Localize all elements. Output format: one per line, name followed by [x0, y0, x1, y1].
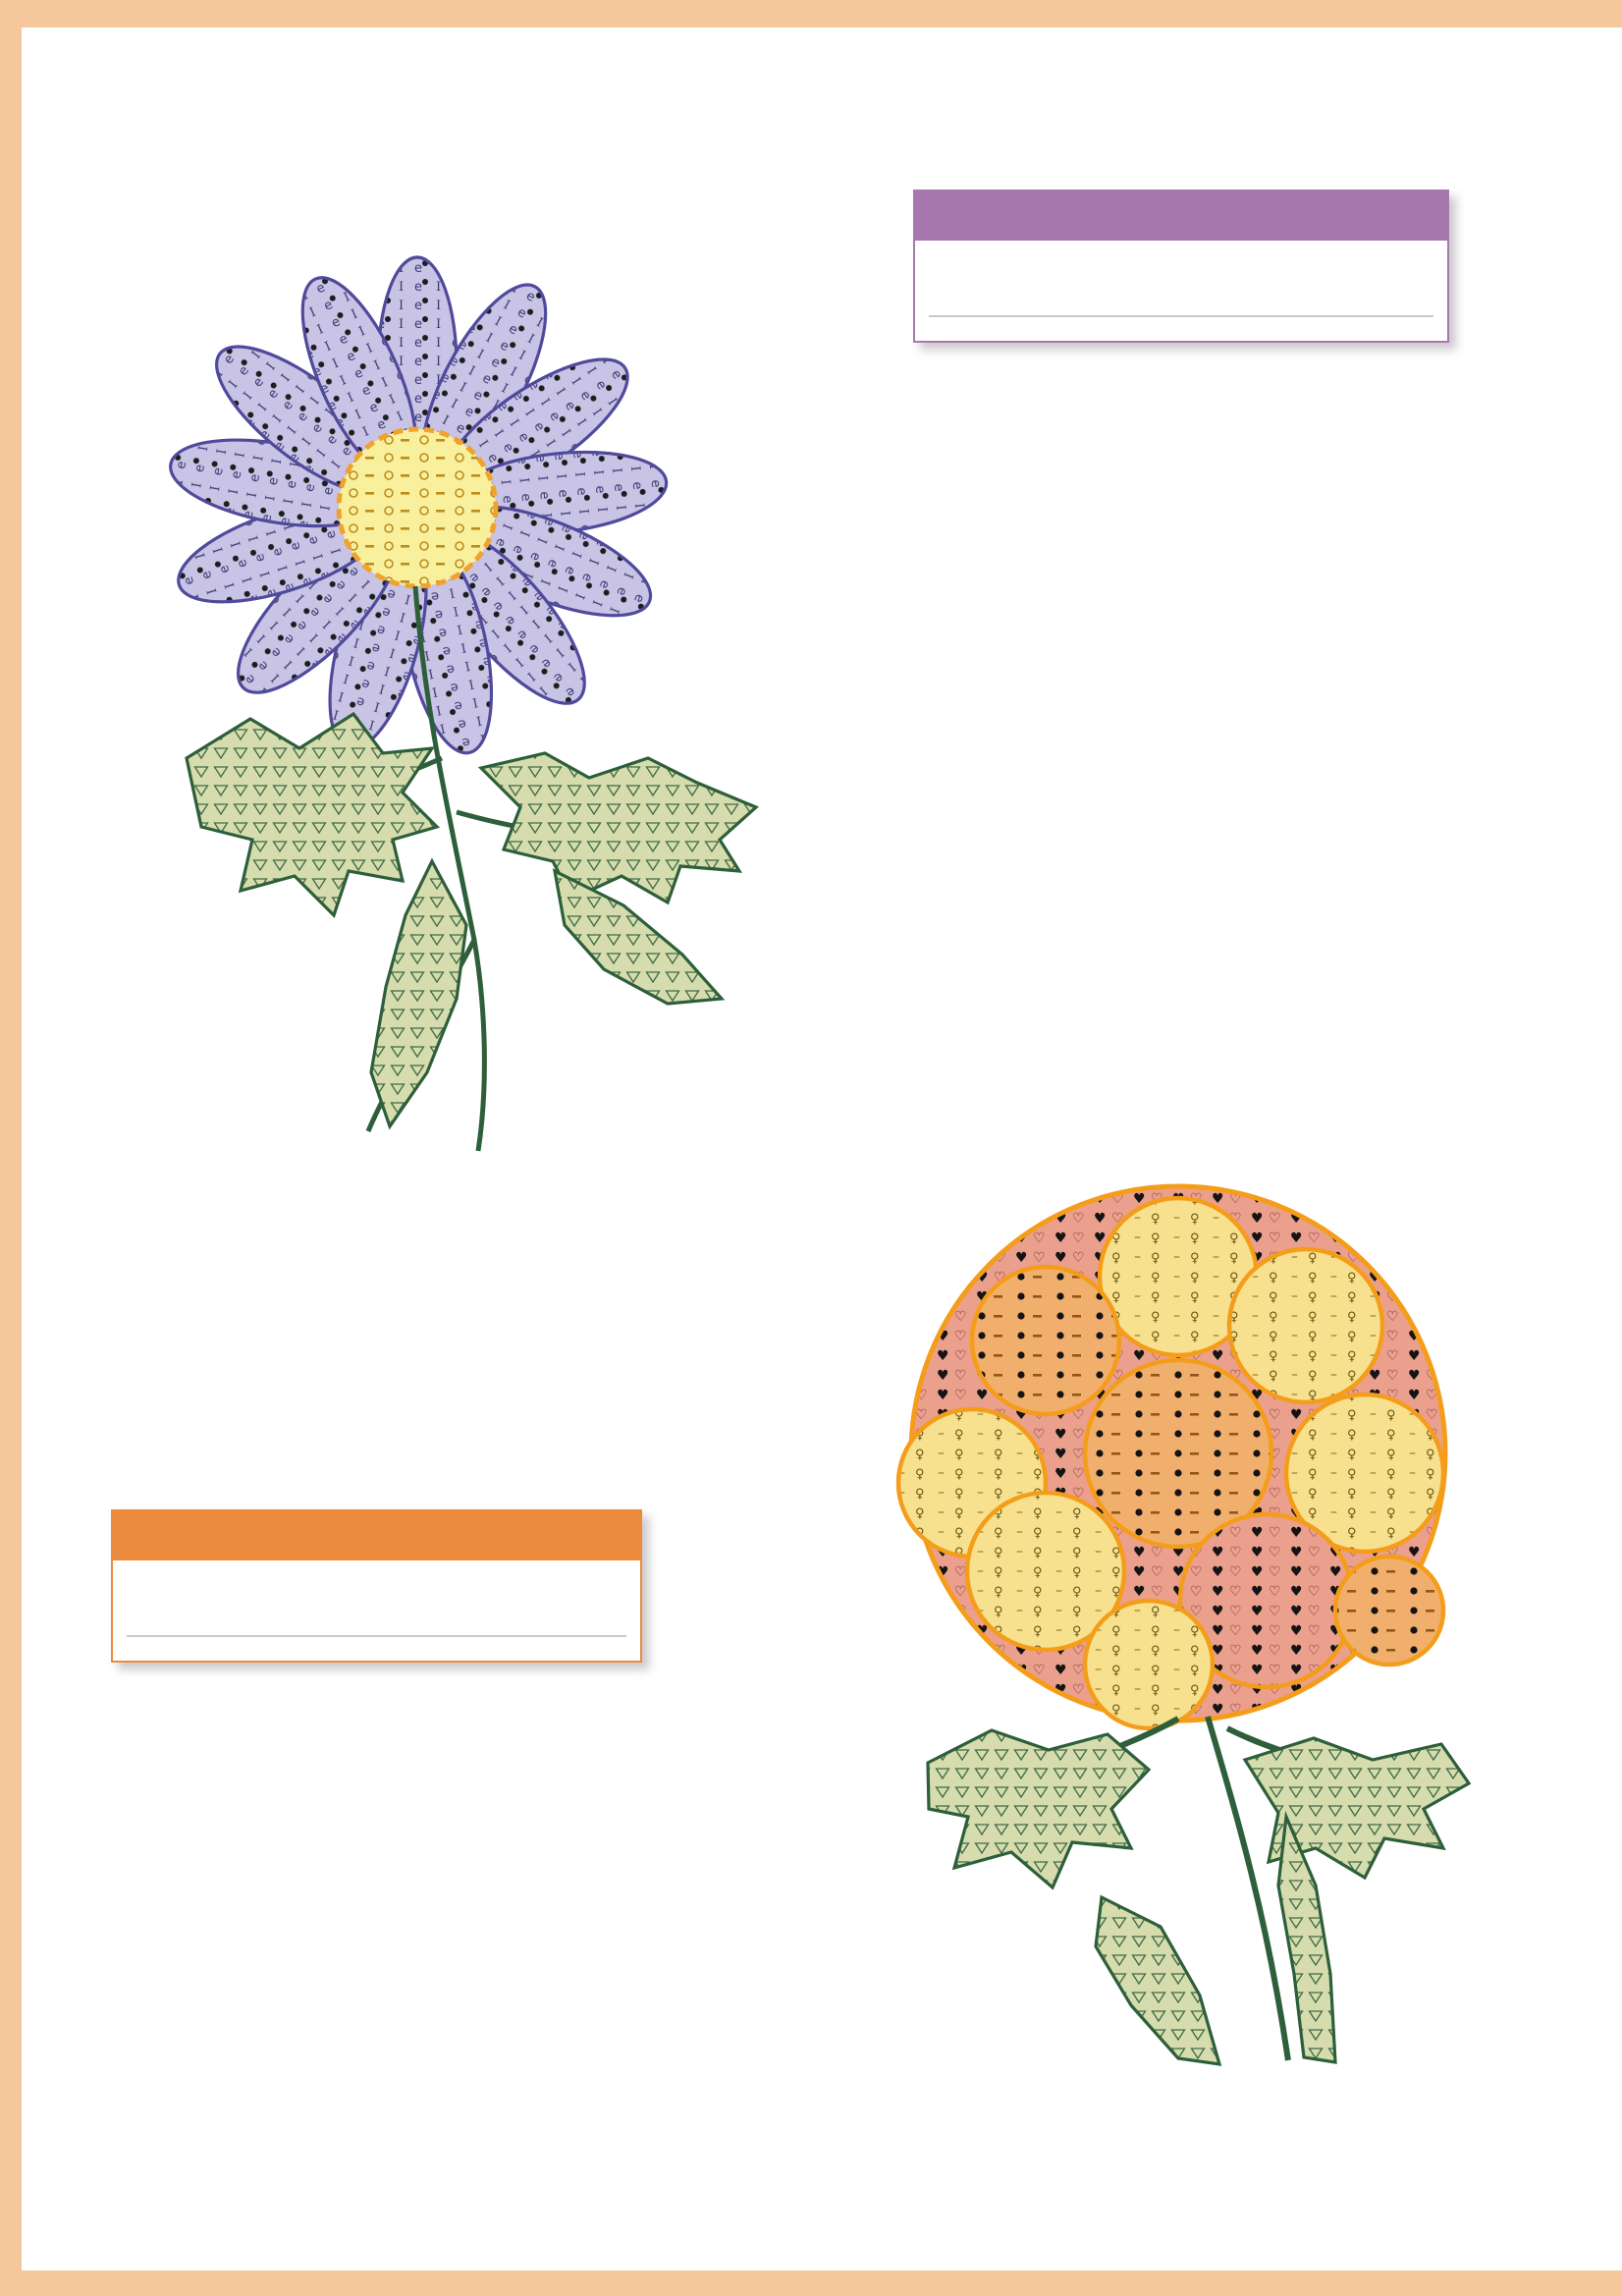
backstitch-one-section-label	[127, 1580, 626, 1596]
aster-key-note	[929, 315, 1433, 329]
backstitch-one-section-label	[929, 260, 1433, 276]
marigold-key	[111, 1509, 642, 1663]
aster-stems	[250, 586, 736, 1151]
aster-key	[913, 190, 1449, 343]
aster-petals	[164, 257, 671, 761]
marigold-key-stats	[127, 1612, 626, 1625]
aster-center	[339, 429, 496, 586]
page-border-left	[0, 0, 22, 2296]
backstitch-two-section-label	[127, 1596, 626, 1612]
finishing-touches	[116, 1314, 754, 1326]
cross-stitch-section-label	[929, 245, 1433, 260]
aster-flower-art	[133, 184, 783, 1237]
aster-key-title	[915, 191, 1447, 241]
september-chart	[133, 184, 783, 1237]
cross-stitch-section-label	[127, 1564, 626, 1580]
backstitch-two-section-label	[929, 276, 1433, 292]
marigold-stems	[952, 1717, 1458, 2060]
marigold-bloom	[898, 1186, 1445, 1728]
aster-leaves	[187, 714, 756, 1126]
october-chart	[854, 1129, 1483, 2173]
marigold-key-title	[113, 1511, 640, 1560]
page-border-top	[0, 0, 1622, 27]
marigold-key-note	[127, 1635, 626, 1649]
marigold-leaves	[928, 1730, 1469, 2064]
aster-key-stats	[929, 292, 1433, 305]
page-border-bottom	[0, 2270, 1622, 2296]
marigold-flower-art	[854, 1129, 1483, 2173]
